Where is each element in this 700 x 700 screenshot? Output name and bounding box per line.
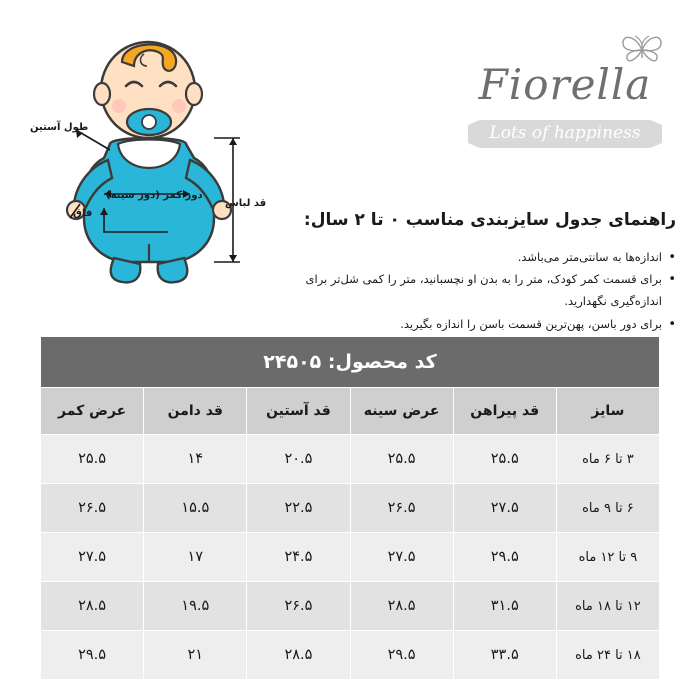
- cell-shirt-length: ۲۹.۵: [453, 533, 556, 582]
- column-header-waist-width: عرض کمر: [41, 388, 144, 435]
- annotation-chest: دور کمر (دور سینه): [106, 190, 203, 201]
- cell-waist-width: ۲۶.۵: [41, 484, 144, 533]
- column-header-shirt-length: قد پیراهن: [453, 388, 556, 435]
- cell-chest-width: ۲۵.۵: [350, 435, 453, 484]
- column-header-size: سایز: [556, 388, 659, 435]
- cell-waist-width: ۲۹.۵: [41, 631, 144, 680]
- annotation-sleeve-length: طول آستین: [30, 122, 89, 133]
- cell-skirt-length: ۱۵.۵: [144, 484, 247, 533]
- cell-sleeve-length: ۲۴.۵: [247, 533, 350, 582]
- table-row: [41, 631, 660, 680]
- cell-chest-width: ۲۶.۵: [350, 484, 453, 533]
- cell-sleeve-length: ۲۶.۵: [247, 582, 350, 631]
- cell-sleeve-length: ۲۸.۵: [247, 631, 350, 680]
- cell-skirt-length: ۱۷: [144, 533, 247, 582]
- page-title: راهنمای جدول سایزبندی مناسب ۰ تا ۲ سال:: [303, 210, 676, 230]
- cell-waist-width: ۲۵.۵: [41, 435, 144, 484]
- table-row: [41, 484, 660, 533]
- cell-chest-width: ۲۹.۵: [350, 631, 453, 680]
- cell-waist-width: ۲۸.۵: [41, 582, 144, 631]
- cell-skirt-length: ۱۹.۵: [144, 582, 247, 631]
- butterfly-icon: [618, 30, 666, 70]
- annotation-waist: فاق: [73, 208, 93, 219]
- cell-skirt-length: ۱۴: [144, 435, 247, 484]
- cell-sleeve-length: ۲۰.۵: [247, 435, 350, 484]
- size-table-wrapper: [40, 336, 660, 680]
- product-code-row: [41, 337, 660, 388]
- annotation-garment-length: قد لباس: [225, 198, 267, 209]
- column-header-skirt-length: قد دامن: [144, 388, 247, 435]
- product-code-cell: کد محصول: ۲۴۵۰۵: [41, 337, 660, 388]
- list-item: • اندازه‌ها به سانتی‌متر می‌باشد.: [256, 246, 676, 268]
- table-row: [41, 582, 660, 631]
- cell-shirt-length: ۳۱.۵: [453, 582, 556, 631]
- table-header-row: [41, 388, 660, 435]
- cell-size: ۱۲ تا ۱۸ ماه: [556, 582, 659, 631]
- list-item: • برای دور باسن، پهن‌ترین قسمت باسن را اندازه بگیرید.: [256, 313, 676, 335]
- cell-shirt-length: ۲۵.۵: [453, 435, 556, 484]
- cell-shirt-length: ۳۳.۵: [453, 631, 556, 680]
- cell-chest-width: ۲۷.۵: [350, 533, 453, 582]
- brand-tagline: Lots of happiness: [489, 123, 641, 143]
- cell-size: ۶ تا ۹ ماه: [556, 484, 659, 533]
- cell-size: ۳ تا ۶ ماه: [556, 435, 659, 484]
- table-row: [41, 435, 660, 484]
- guide-bullet-list: [256, 246, 676, 336]
- column-header-chest-width: عرض سینه: [350, 388, 453, 435]
- table-row: [41, 533, 660, 582]
- brand-ribbon: [460, 118, 670, 150]
- guide-block: [256, 208, 676, 335]
- cell-size: ۱۸ تا ۲۴ ماه: [556, 631, 659, 680]
- cell-waist-width: ۲۷.۵: [41, 533, 144, 582]
- cell-sleeve-length: ۲۲.۵: [247, 484, 350, 533]
- list-item: • برای قسمت کمر کودک، متر را به بدن او نچسبانید، متر را کمی شل‌تر برای اندازه‌گیری نگهدارید.: [256, 268, 676, 313]
- size-table: [40, 336, 660, 680]
- cell-skirt-length: ۲۱: [144, 631, 247, 680]
- cell-shirt-length: ۲۷.۵: [453, 484, 556, 533]
- column-header-sleeve-length: قد آستین: [247, 388, 350, 435]
- brand-name: Fiorella: [478, 60, 652, 109]
- cell-size: ۹ تا ۱۲ ماه: [556, 533, 659, 582]
- brand-logo: [460, 30, 670, 170]
- cell-chest-width: ۲۸.۵: [350, 582, 453, 631]
